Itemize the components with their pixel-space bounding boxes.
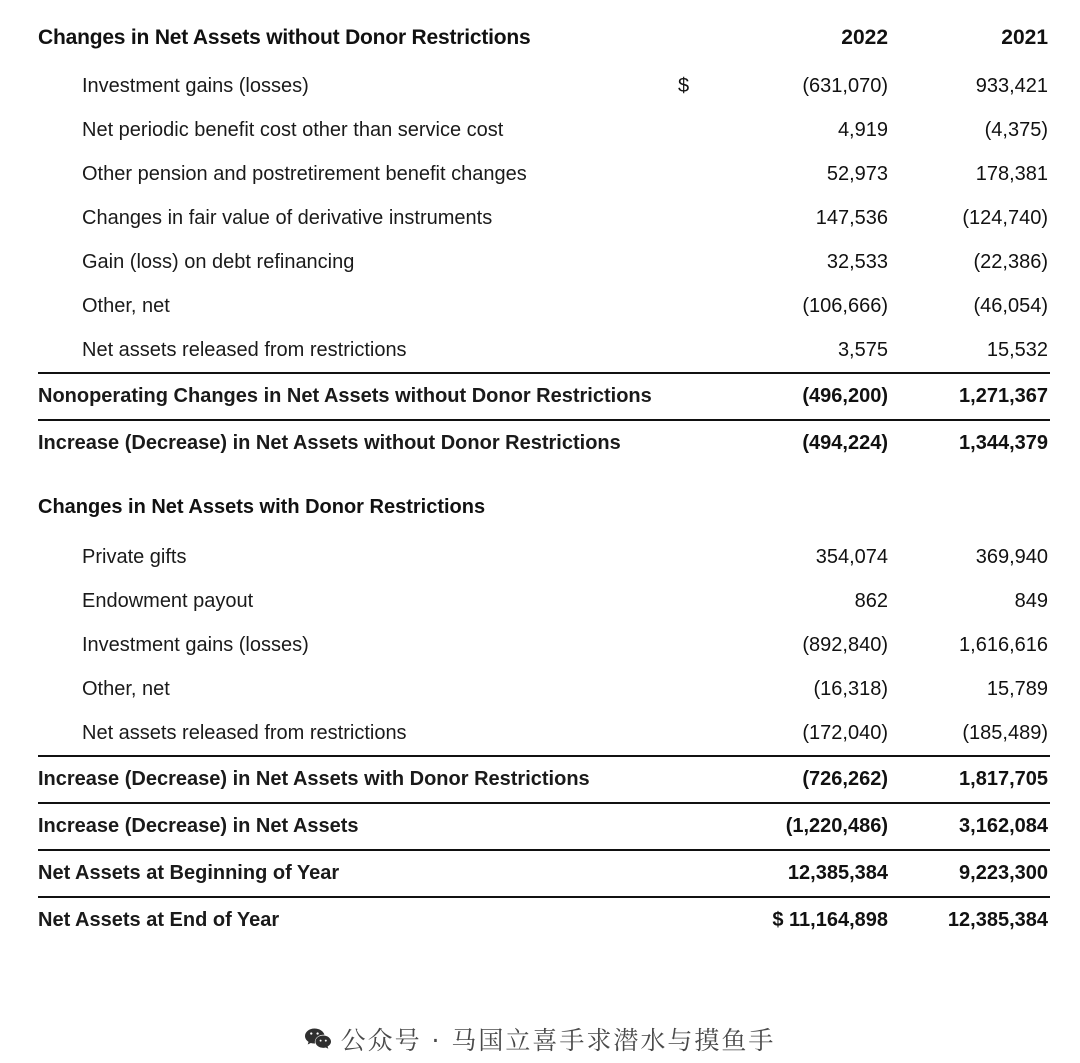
row-label: Gain (loss) on debt refinancing bbox=[82, 250, 355, 273]
row-label: Endowment payout bbox=[82, 589, 254, 612]
value-2021: (185,489) bbox=[962, 721, 1048, 744]
currency-symbol bbox=[678, 152, 710, 196]
spacer-cell bbox=[678, 26, 710, 64]
table-row bbox=[38, 623, 1050, 667]
value-2021: (4,375) bbox=[984, 118, 1048, 141]
table-row bbox=[38, 579, 1050, 623]
value-2021: (22,386) bbox=[973, 250, 1048, 273]
value-2022: 32,533 bbox=[826, 250, 888, 273]
currency-symbol bbox=[678, 373, 710, 420]
currency-symbol bbox=[678, 897, 710, 943]
row-label: Changes in fair value of derivative instruments bbox=[82, 206, 493, 229]
section-heading-with-donor: Changes in Net Assets with Donor Restrictions bbox=[38, 496, 486, 518]
table-header-row bbox=[38, 26, 1050, 64]
currency-symbol bbox=[678, 196, 710, 240]
row-label: Net periodic benefit cost other than service cost bbox=[82, 118, 504, 141]
currency-symbol bbox=[678, 803, 710, 850]
total-row-beginning-of-year bbox=[38, 850, 1050, 897]
net-assets-table bbox=[38, 26, 1050, 943]
value-2022: (494,224) bbox=[710, 420, 890, 466]
column-header-2021: 2021 bbox=[1001, 26, 1048, 49]
row-label: Other, net bbox=[82, 294, 170, 317]
value-2022: 147,536 bbox=[815, 206, 888, 229]
row-label: Net assets released from restrictions bbox=[82, 721, 407, 744]
total-row-end-of-year bbox=[38, 897, 1050, 943]
value-2022: (892,840) bbox=[802, 633, 888, 656]
row-label: Increase (Decrease) in Net Assets without Donor Restrictions bbox=[38, 420, 678, 466]
value-2022: (16,318) bbox=[813, 677, 888, 700]
value-2022: 354,074 bbox=[815, 545, 888, 568]
currency-symbol bbox=[678, 284, 710, 328]
value-2021: 9,223,300 bbox=[890, 850, 1050, 897]
section-heading-without-donor: Changes in Net Assets without Donor Restrictions bbox=[38, 26, 531, 49]
currency-symbol bbox=[678, 623, 710, 667]
value-2022: 52,973 bbox=[826, 162, 888, 185]
value-2022: (172,040) bbox=[802, 721, 888, 744]
watermark-text: 公众号 · 马国立喜手求潜水与摸鱼手 bbox=[340, 1026, 776, 1055]
currency-symbol bbox=[678, 711, 710, 756]
subtotal-row-increase-with-donor bbox=[38, 756, 1050, 803]
value-2022: 3,575 bbox=[837, 338, 888, 361]
row-label: Increase (Decrease) in Net Assets bbox=[38, 803, 678, 850]
currency-symbol bbox=[678, 579, 710, 623]
value-2022: 862 bbox=[854, 589, 888, 612]
value-2022: 4,919 bbox=[837, 118, 888, 141]
row-label: Net Assets at Beginning of Year bbox=[38, 850, 678, 897]
end-of-year-currency-symbol: $ bbox=[772, 909, 784, 931]
currency-symbol bbox=[678, 108, 710, 152]
value-2021: 1,817,705 bbox=[890, 756, 1050, 803]
currency-symbol bbox=[678, 535, 710, 579]
column-header-2022: 2022 bbox=[841, 26, 888, 49]
value-2022 bbox=[710, 897, 890, 943]
value-2021: 15,532 bbox=[986, 338, 1048, 361]
row-label: Net Assets at End of Year bbox=[38, 897, 678, 943]
table-row bbox=[38, 108, 1050, 152]
value-2022: (496,200) bbox=[710, 373, 890, 420]
table-row bbox=[38, 535, 1050, 579]
row-label: Other, net bbox=[82, 677, 170, 700]
row-label: Increase (Decrease) in Net Assets with Donor Restrictions bbox=[38, 756, 678, 803]
table-row bbox=[38, 328, 1050, 373]
value-2021: 15,789 bbox=[986, 677, 1048, 700]
value-2022: (726,262) bbox=[710, 756, 890, 803]
section-heading-with-donor-row bbox=[38, 466, 1050, 535]
currency-symbol bbox=[678, 420, 710, 466]
row-label: Investment gains (losses) bbox=[82, 633, 309, 656]
table-row bbox=[38, 64, 1050, 108]
table-row bbox=[38, 152, 1050, 196]
value-2021: 369,940 bbox=[975, 545, 1048, 568]
value-2022: (631,070) bbox=[802, 74, 888, 97]
wechat-icon bbox=[305, 1028, 331, 1050]
value-2021: 933,421 bbox=[975, 74, 1048, 97]
value-2021: 1,616,616 bbox=[959, 633, 1048, 656]
currency-symbol bbox=[678, 667, 710, 711]
value-2021: 1,344,379 bbox=[890, 420, 1050, 466]
row-label: Nonoperating Changes in Net Assets without Donor Restrictions bbox=[38, 373, 678, 420]
value-2022: 12,385,384 bbox=[710, 850, 890, 897]
value-2021: 178,381 bbox=[975, 162, 1048, 185]
value-2021: 12,385,384 bbox=[890, 897, 1050, 943]
table-row bbox=[38, 284, 1050, 328]
value-2021: 3,162,084 bbox=[890, 803, 1050, 850]
currency-symbol bbox=[678, 850, 710, 897]
row-label: Net assets released from restrictions bbox=[82, 338, 407, 361]
row-label: Private gifts bbox=[82, 545, 187, 568]
value-2021: (46,054) bbox=[973, 294, 1048, 317]
table-row bbox=[38, 240, 1050, 284]
row-label: Other pension and postretirement benefit changes bbox=[82, 162, 527, 185]
value-2021: 1,271,367 bbox=[890, 373, 1050, 420]
row-label: Investment gains (losses) bbox=[82, 74, 309, 97]
total-row-increase-net-assets bbox=[38, 803, 1050, 850]
table-row bbox=[38, 196, 1050, 240]
value-2022: (1,220,486) bbox=[710, 803, 890, 850]
currency-symbol bbox=[678, 240, 710, 284]
subtotal-row-nonoperating bbox=[38, 373, 1050, 420]
end-of-year-value-2022: 11,164,898 bbox=[789, 909, 888, 931]
subtotal-row-increase-without-donor bbox=[38, 420, 1050, 466]
table-row bbox=[38, 711, 1050, 756]
currency-symbol bbox=[678, 328, 710, 373]
value-2021: (124,740) bbox=[962, 206, 1048, 229]
table-row bbox=[38, 667, 1050, 711]
watermark bbox=[0, 1021, 1080, 1057]
currency-symbol bbox=[678, 756, 710, 803]
currency-symbol: $ bbox=[678, 74, 690, 97]
value-2022: (106,666) bbox=[802, 294, 888, 317]
value-2021: 849 bbox=[1014, 589, 1048, 612]
